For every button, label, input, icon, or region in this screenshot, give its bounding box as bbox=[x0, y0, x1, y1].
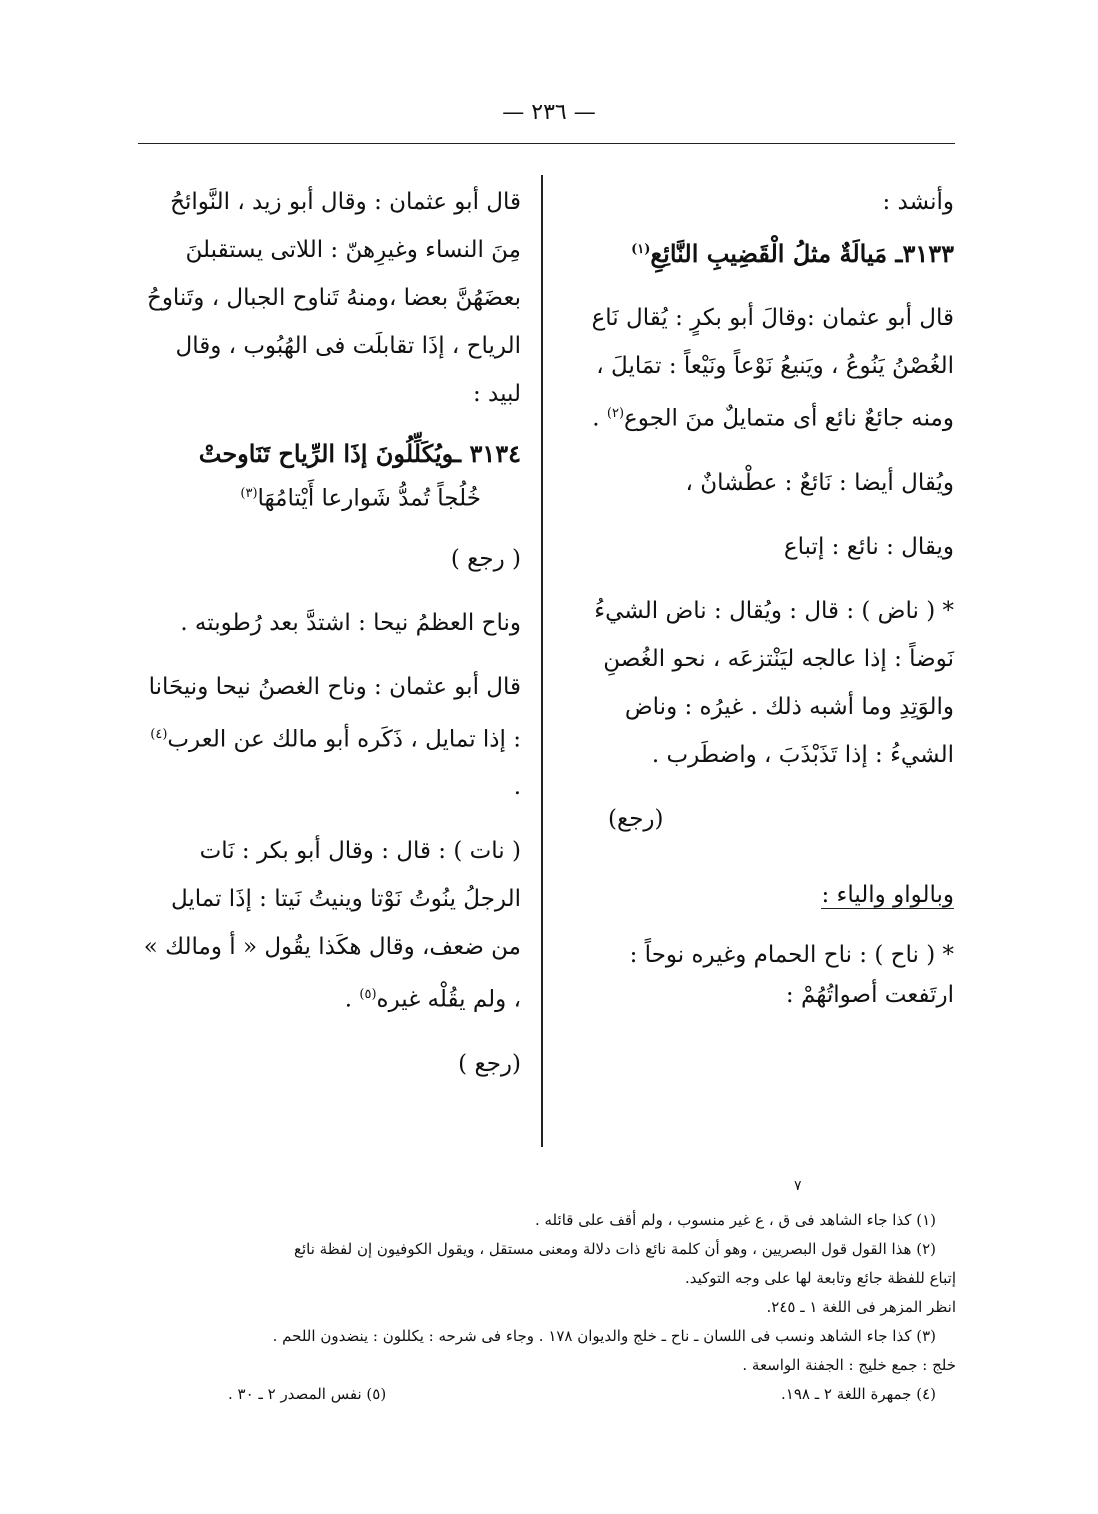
paragraph: قال أبو عثمان : وقال أبو زيد ، النَّوائحُ مِنَ النساء وغيرِهنّ : اللاتى يستقبلنَ بعضَهُنَّ بعضا ،ومنهُ تَناوح الجبال ، وتَناوحُ الرياح ، إذَا تقابلَت فى الهُبُوب ، وقال لبيد : bbox=[146, 189, 521, 407]
return-marker: (رجع ) bbox=[458, 1050, 521, 1077]
footnote-4: (٤) جمهرة اللغة ٢ ـ ١٩٨. bbox=[780, 1385, 936, 1403]
return-marker: ( رجع ) bbox=[450, 545, 521, 572]
footnote-separator: ٧ bbox=[794, 1178, 802, 1194]
left-column bbox=[137, 178, 521, 1088]
footnote-ref: (٢) bbox=[606, 406, 625, 421]
footnote-ref: (٣) bbox=[240, 486, 258, 501]
footnote-ref: (٤) bbox=[150, 726, 168, 742]
paragraph: * ( ناح ) : ناح الحمام وغيره نوحاً : ارتَفعت أصواتُهُمْ : bbox=[629, 941, 954, 1008]
footnote-ref: (١) bbox=[631, 242, 651, 257]
section-heading: وبالواو والياء : bbox=[821, 881, 954, 908]
verse-3134-first: ٣١٣٤ ـويُكَلِّلُونَ إذَا الرِّياح تَنَاوحتْ bbox=[198, 439, 521, 468]
footnote-2: (٢) هذا القول قول البصريين ، وهو أن كلمة نائع ذات دلالة ومعنى مستقل ، ويقول الكوفيون إن لفظة نائع bbox=[294, 1240, 936, 1258]
footnote-1: (١) كذا جاء الشاهد فى ق ، ع غير منسوب ، ولم أقف على قائله . bbox=[534, 1211, 936, 1229]
paragraph: ( نات ) : قال : وقال أبو بكر : نَات الرجلُ ينُوتُ نَوْتا وينيتُ نَيتا : إذَا تمايل من ضعف، وقال هكَذا يقُول « أ ومالك » ، ولم يقُلْه غيره$^{(٥)}$ . bbox=[143, 838, 521, 1013]
top-rule bbox=[138, 143, 955, 144]
right-column bbox=[568, 178, 954, 1015]
verse-3133: ٣١٣٣ـ مَيالَةٌ مثلُ الْقَضِيبِ النَّائِعِ$^{(١)}$ bbox=[631, 239, 954, 268]
paragraph: * ( ناض ) : قال : ويُقال : ناض الشيءُ نَوضاً : إذا عالجه ليَنْتزعَه ، نحو الغُصنِ والوَتِدِ وما أشبه ذلك . غيرُه : وناض الشيءُ : إذا تَذَبْذَبَ ، واضطَرب . bbox=[594, 597, 954, 768]
paragraph: قال أبو عثمان :وقالَ أبو بكرٍ : يُقال نَاع الغُصْنُ يَنُوعُ ، ويَنيعُ نَوْعاً ونَيْعاً : تمَايلَ ، ومنه جائعٌ نائع أى متمايلٌ منَ الجوع$^{(٢)}$ . bbox=[591, 305, 954, 432]
return-marker: (رجع) bbox=[608, 805, 664, 832]
paragraph: قال أبو عثمان : وناح الغصنُ نيحا ونيحَانا : إذا تمايل ، ذَكَره أبو مالك عن العرب$^{(٤)}$ . bbox=[148, 673, 521, 801]
page-number: — ٢٣٦ — bbox=[502, 100, 596, 125]
paragraph: ويقال : نائع : إتباع bbox=[783, 533, 954, 560]
paragraph: ويُقال أيضا : نَائعٌ : عطْشانٌ ، bbox=[685, 469, 954, 496]
footnote-5: (٥) نفس المصدر ٢ ـ ٣٠ . bbox=[228, 1385, 387, 1403]
paragraph: وناح العظمُ نيحا : اشتدَّ بعد رُطوبته . bbox=[180, 609, 521, 636]
column-divider bbox=[541, 175, 543, 1147]
verse-3134-second: خُلُجاً تُمدُّ شَوارعا أَيْتامُهَا$^{(٣)}$ bbox=[240, 485, 481, 512]
footnote-ref: (٥) bbox=[359, 987, 377, 1003]
footnote-2-cont: انظر المزهر فى اللغة ١ ـ ٢٤٥. bbox=[766, 1298, 956, 1316]
footnotes bbox=[128, 1206, 956, 1409]
footnote-2-cont: إتباع للفظة جائع وتابعة لها على وجه التوكيد. bbox=[684, 1269, 956, 1287]
footnote-3-cont: خلج : جمع خليج : الجفنة الواسعة . bbox=[742, 1356, 956, 1374]
footnotes-row bbox=[128, 1380, 956, 1409]
paragraph: وأنشد : bbox=[882, 189, 954, 215]
footnote-3: (٣) كذا جاء الشاهد ونسب فى اللسان ـ ناح ـ خلج والديوان ١٧٨ . وجاء فى شرحه : يكللون : ينضدون اللحم . bbox=[272, 1327, 936, 1345]
